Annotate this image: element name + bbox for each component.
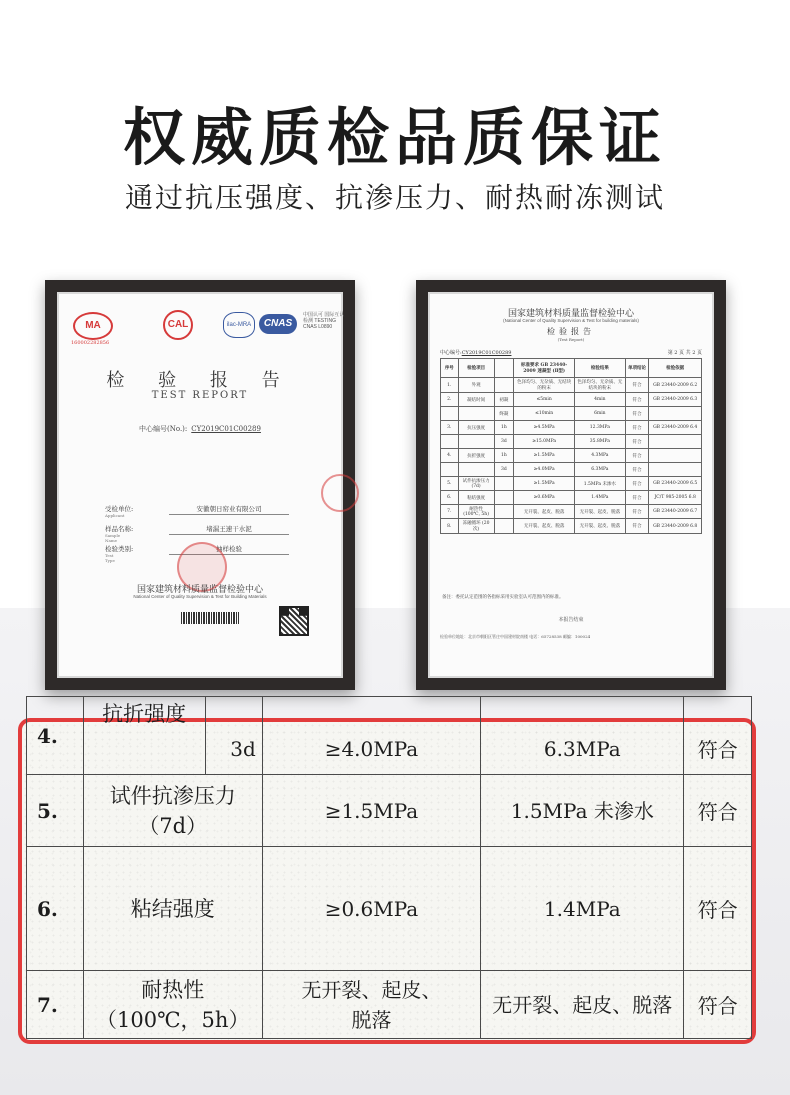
report-cell-verdict: 符合 xyxy=(625,421,649,435)
field-label-en: Applicant xyxy=(105,513,125,518)
report-cell-req: 色泽均匀、无杂质、无结块的粉末 xyxy=(514,378,575,393)
field-label: 检验类别: xyxy=(105,545,134,553)
header-cell: 标准要求 GB 23440-2009 速凝型 (Ⅱ型) xyxy=(514,359,575,378)
report-organization: 国家建筑材料质量监督检验中心 xyxy=(507,309,634,319)
report-cell-basis: GB 23440-2009 6.4 xyxy=(649,421,702,435)
report-cell-req: 无开裂、起皮、脱落 xyxy=(514,505,575,519)
report-cell-item xyxy=(458,435,494,449)
ma-logo: MA xyxy=(73,312,113,340)
report-table-row xyxy=(441,477,702,491)
report-cell-basis: GB 23440-2009 6.2 xyxy=(649,378,702,393)
row-number: 4. xyxy=(27,697,84,775)
certificate-frame xyxy=(45,280,355,690)
report-cell-item xyxy=(458,407,494,421)
row-result: 1.5MPa 未渗水 xyxy=(481,775,684,847)
report-cell-res: 6.3MPa xyxy=(575,463,626,477)
ma-number: 160002282856 xyxy=(71,340,110,346)
report-page: 第 2 页 共 2 页 xyxy=(667,350,702,356)
row-verdict: 符合 xyxy=(684,697,752,775)
report-table-row xyxy=(441,491,702,505)
report-cell-no xyxy=(441,435,459,449)
report-cell-sub: 终凝 xyxy=(494,407,514,421)
field-label: 样品名称: xyxy=(105,525,134,533)
report-cell-res: 4.3MPa xyxy=(575,449,626,463)
header-cell: 检验项目 xyxy=(458,359,494,378)
report-cell-item xyxy=(458,463,494,477)
report-cell-res: 无开裂、起皮、脱落 xyxy=(575,519,626,534)
report-cell-basis xyxy=(649,449,702,463)
report-table-header xyxy=(441,359,702,378)
report-cell-res: 35.8MPa xyxy=(575,435,626,449)
report-cell-no: 3. xyxy=(441,421,459,435)
certificate-paper xyxy=(59,294,345,676)
row-requirement-line2: 脱落 xyxy=(351,1007,392,1032)
certificate-number xyxy=(139,424,261,434)
certificate-organization-en: National Center of Quality Supervision & Test for Building Materials xyxy=(133,594,267,599)
report-cell-verdict: 符合 xyxy=(625,407,649,421)
report-cell-req: 无开裂、起皮、脱落 xyxy=(514,519,575,534)
report-cell-verdict: 符合 xyxy=(625,463,649,477)
report-cell-basis: GB 23440-2009 6.7 xyxy=(649,505,702,519)
row-item-line2: （7d） xyxy=(138,813,208,838)
report-cell-no xyxy=(441,407,459,421)
report-cell-sub xyxy=(494,519,514,534)
row-requirement: ≥1.5MPa xyxy=(262,775,480,847)
row-number: 5. xyxy=(27,775,84,847)
report-cell-res: 4min xyxy=(575,393,626,407)
report-cell-res: 6min xyxy=(575,407,626,421)
row-verdict: 符合 xyxy=(684,971,752,1039)
report-footer: 检验单位地址：北京市朝阳区管庄中国建材院南楼 电话：65728538 邮编：100024 xyxy=(440,634,591,639)
row-requirement-line1: 无开裂、起皮、 xyxy=(301,977,442,1002)
row-item-line1: 试件抗渗压力 xyxy=(109,783,236,808)
certification-logos xyxy=(71,310,345,346)
report-cell-res: 12.3MPa xyxy=(575,421,626,435)
report-cell-req: ≥1.5MPa xyxy=(514,477,575,491)
report-table-row xyxy=(441,378,702,393)
report-table-row xyxy=(441,463,702,477)
report-title-en: (Test Report) xyxy=(557,337,585,342)
report-cell-sub: 3d xyxy=(494,435,514,449)
row-item xyxy=(83,697,205,775)
row-number: 6. xyxy=(27,847,84,971)
report-cell-res: 1.5MPa 未渗水 xyxy=(575,477,626,491)
report-frame xyxy=(416,280,726,690)
report-cell-no: 7. xyxy=(441,505,459,519)
row-result: 无开裂、起皮、脱落 xyxy=(481,971,684,1039)
barcode xyxy=(181,612,239,624)
certificate-title: 检 验 报 告 xyxy=(106,370,294,391)
header-cell xyxy=(494,359,514,378)
report-cell-req: ≥4.5MPa xyxy=(514,421,575,435)
report-cell-sub: 1h xyxy=(494,449,514,463)
field-label: 受检单位: xyxy=(105,505,134,513)
report-cell-verdict: 符合 xyxy=(625,393,649,407)
header-cell: 序号 xyxy=(441,359,459,378)
zoom-row-6 xyxy=(27,847,752,971)
report-cell-basis xyxy=(649,463,702,477)
certificate-number-label: 中心编号(No.): xyxy=(139,425,188,433)
report-cell-verdict: 符合 xyxy=(625,477,649,491)
report-cell-verdict: 符合 xyxy=(625,378,649,393)
report-cell-sub xyxy=(494,477,514,491)
report-meta xyxy=(440,349,702,356)
cnas-logo: CNAS xyxy=(259,314,297,334)
report-table-row xyxy=(441,519,702,534)
header-cell: 检验结果 xyxy=(575,359,626,378)
zoom-row-5 xyxy=(27,775,752,847)
report-cell-no xyxy=(441,463,459,477)
field-value: 抽样检验 xyxy=(169,544,289,555)
report-cell-basis: GB 23440-2009 6.3 xyxy=(649,393,702,407)
report-cell-item: 抗压强度 xyxy=(458,421,494,435)
report-cell-no: 4. xyxy=(441,449,459,463)
row-item: 粘结强度 xyxy=(83,847,262,971)
field-label-en: Sample Name xyxy=(105,533,121,543)
report-table-row xyxy=(441,505,702,519)
row-number: 7. xyxy=(27,971,84,1039)
zoomed-results-table xyxy=(26,696,752,1039)
report-cell-verdict: 符合 xyxy=(625,435,649,449)
report-cell-req: ≥0.6MPa xyxy=(514,491,575,505)
row-item-text: 抗折强度 xyxy=(102,702,187,726)
report-number-value: CY2019C01C00289 xyxy=(461,350,512,356)
row-requirement: ≥4.0MPa xyxy=(262,697,480,775)
row-item-line1: 耐热性 xyxy=(141,977,205,1002)
report-cell-verdict: 符合 xyxy=(625,449,649,463)
report-table-row xyxy=(441,407,702,421)
report-cell-item: 粘结强度 xyxy=(458,491,494,505)
row-requirement xyxy=(262,971,480,1039)
report-number-label: 中心编号: xyxy=(440,350,462,356)
report-cell-res: 1.4MPa xyxy=(575,491,626,505)
report-table-row xyxy=(441,393,702,407)
header-cell: 检验依据 xyxy=(649,359,702,378)
field-label-en: Test Type xyxy=(105,553,115,563)
report-cell-sub xyxy=(494,491,514,505)
report-organization-en: (National Center of Quality Supervision & Test for building materials) xyxy=(503,318,639,323)
report-cell-sub: 1h xyxy=(494,421,514,435)
zoom-row-7 xyxy=(27,971,752,1039)
report-cell-item: 试件抗渗压力 (7d) xyxy=(458,477,494,491)
qr-code xyxy=(279,606,309,636)
report-cell-basis: GB 23440-2009 6.8 xyxy=(649,519,702,534)
field-value: 安徽朝日窑业有限公司 xyxy=(169,504,289,515)
row-sub: 3d xyxy=(205,697,262,775)
header-cell: 单项结论 xyxy=(625,359,649,378)
cal-logo: CAL xyxy=(163,310,193,340)
ilac-logo: ilac-MRA xyxy=(223,312,255,338)
zoomed-table-panel xyxy=(18,702,756,1044)
row-requirement: ≥0.6MPa xyxy=(262,847,480,971)
report-cell-req: ≥1.5MPa xyxy=(514,449,575,463)
report-table-row xyxy=(441,421,702,435)
certificate-title-en: TEST REPORT xyxy=(151,390,249,401)
row-item xyxy=(83,775,262,847)
report-table-row xyxy=(441,449,702,463)
report-table-row xyxy=(441,435,702,449)
report-cell-basis xyxy=(649,435,702,449)
report-title: 检验报告 xyxy=(547,327,595,336)
row-verdict: 符合 xyxy=(684,775,752,847)
report-cell-no: 2. xyxy=(441,393,459,407)
report-cell-sub xyxy=(494,505,514,519)
report-cell-basis: GB 23440-2009 6.5 xyxy=(649,477,702,491)
row-item xyxy=(83,971,262,1039)
report-cell-req: ≤5min xyxy=(514,393,575,407)
report-cell-basis: JC/T 985-2005 6.8 xyxy=(649,491,702,505)
report-cell-item: 抗折强度 xyxy=(458,449,494,463)
report-table xyxy=(440,358,702,534)
report-end: 本报告结束 xyxy=(558,617,584,623)
report-cell-no: 8. xyxy=(441,519,459,534)
page-subheadline: 通过抗压强度、抗渗压力、耐热耐冻测试 xyxy=(124,181,665,214)
report-cell-sub: 3d xyxy=(494,463,514,477)
report-cell-no: 6. xyxy=(441,491,459,505)
report-cell-no: 1. xyxy=(441,378,459,393)
report-note: 备注：委托认定范围的各指标采用实验室认可范围内的标准。 xyxy=(442,595,564,600)
report-cell-item: 耐热性 (100℃, 5h) xyxy=(458,505,494,519)
report-cell-sub: 初凝 xyxy=(494,393,514,407)
report-paper xyxy=(430,294,712,676)
report-cell-req: ≤10min xyxy=(514,407,575,421)
row-verdict: 符合 xyxy=(684,847,752,971)
certificate-organization: 国家建筑材料质量监督检验中心 xyxy=(136,585,263,595)
report-cell-res: 色泽均匀、无杂质、无结块的粉末 xyxy=(575,378,626,393)
certificate-number-value: CY2019C01C00289 xyxy=(191,425,261,433)
report-cell-verdict: 符合 xyxy=(625,491,649,505)
row-item-line2: （100℃，5h） xyxy=(95,1007,250,1032)
report-cell-item: 凝结时间 xyxy=(458,393,494,407)
report-cell-res: 无开裂、起皮、脱落 xyxy=(575,505,626,519)
page-headline: 权威质检品质保证 xyxy=(122,101,667,174)
report-cell-req: ≥4.0MPa xyxy=(514,463,575,477)
zoom-row-4 xyxy=(27,697,752,775)
report-cell-basis xyxy=(649,407,702,421)
field-value: 堵漏王速干水泥 xyxy=(169,524,289,535)
report-cell-sub xyxy=(494,378,514,393)
report-cell-no: 5. xyxy=(441,477,459,491)
row-result: 6.3MPa xyxy=(481,697,684,775)
report-cell-item: 冻融循环 (20次) xyxy=(458,519,494,534)
report-cell-verdict: 符合 xyxy=(625,505,649,519)
side-seal xyxy=(321,474,359,512)
report-cell-item: 外观 xyxy=(458,378,494,393)
testing-mark: 中国认可 国际互认 检测 TESTING CNAS L0890 xyxy=(303,312,345,330)
report-cell-req: ≥15.0MPa xyxy=(514,435,575,449)
row-result: 1.4MPa xyxy=(481,847,684,971)
report-cell-verdict: 符合 xyxy=(625,519,649,534)
